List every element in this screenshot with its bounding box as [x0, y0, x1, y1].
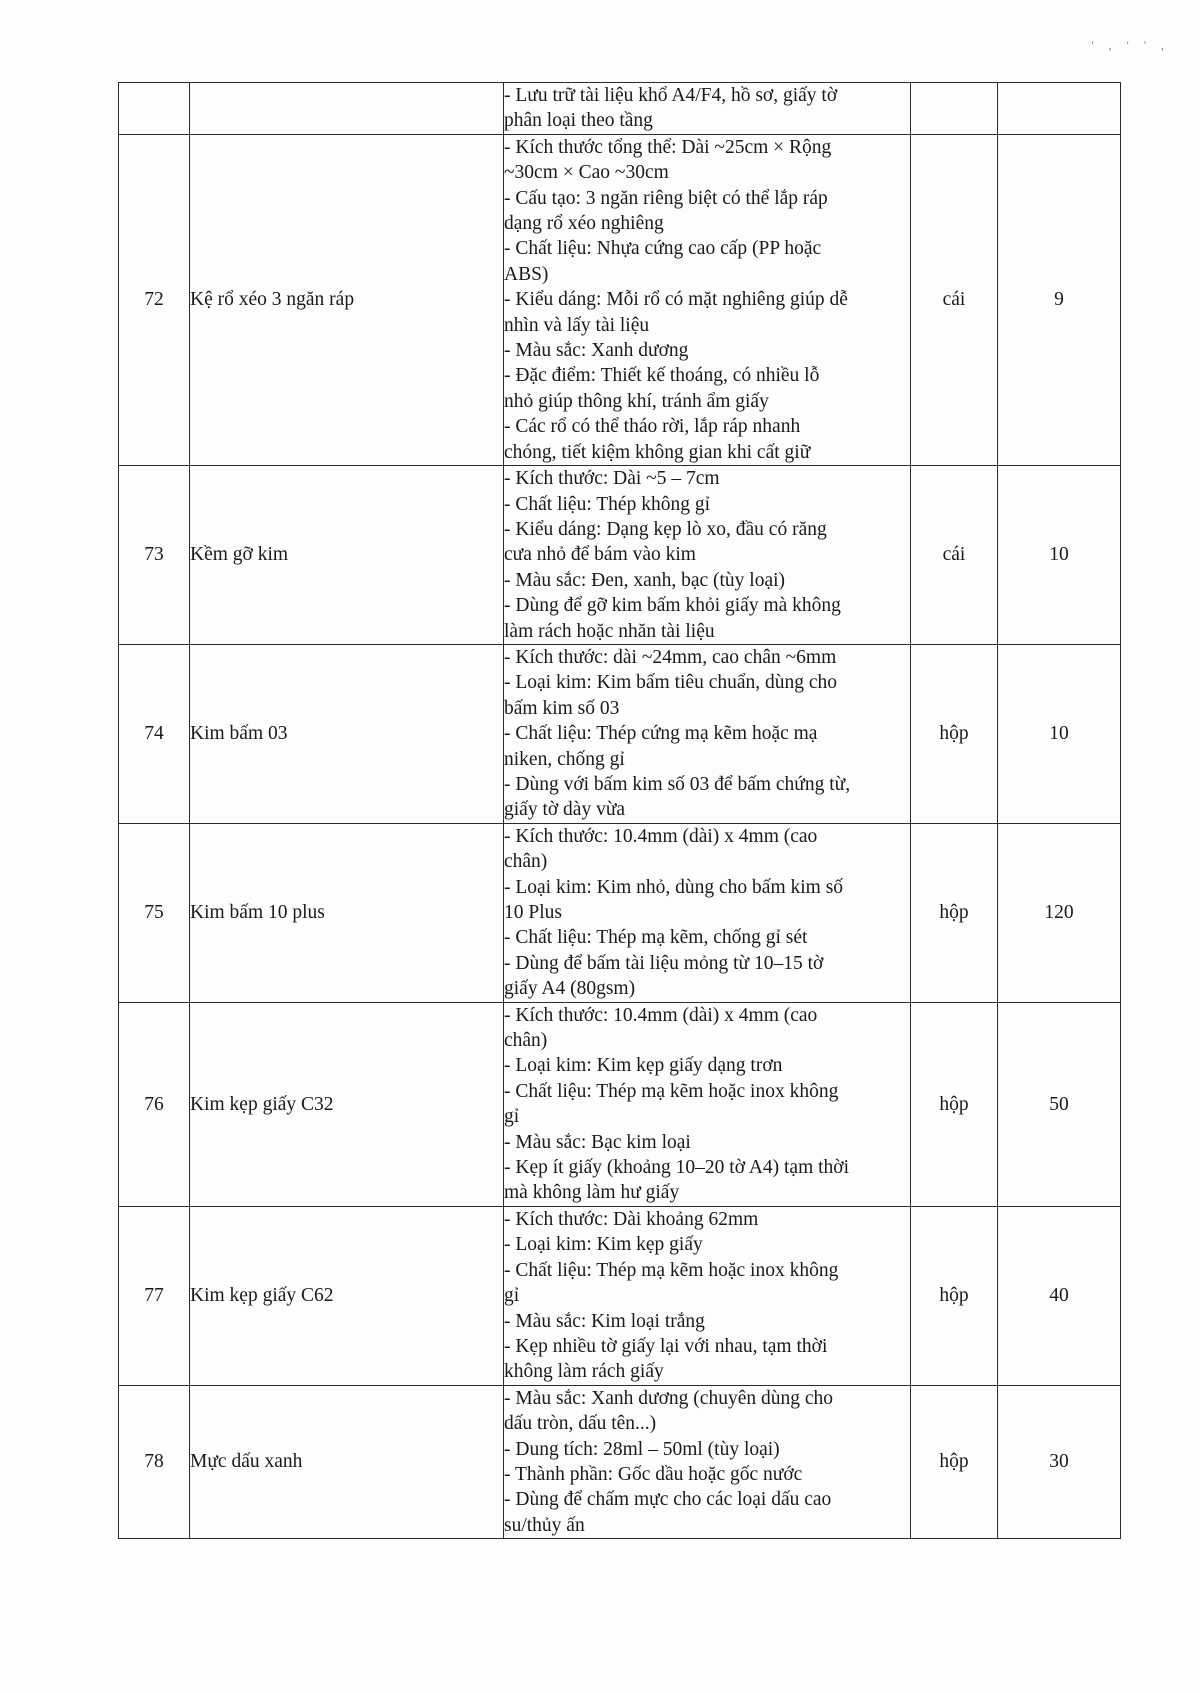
row-number: 78: [119, 1385, 190, 1538]
items-table-body: [119, 83, 1121, 1539]
item-name: Kệ rổ xéo 3 ngăn ráp: [190, 134, 504, 465]
item-quantity: 120: [998, 823, 1121, 1002]
row-number: 76: [119, 1002, 190, 1206]
description-line: không làm rách giấy: [504, 1361, 664, 1383]
item-name: Kim kẹp giấy C32: [190, 1002, 504, 1206]
description-line: - Kích thước: Dài khoảng 62mm: [504, 1208, 759, 1230]
table-row: [119, 1002, 1121, 1206]
description-line: niken, chống gỉ: [504, 748, 625, 770]
row-number: [119, 83, 190, 135]
item-quantity: 10: [998, 644, 1121, 823]
description-line: chân): [504, 851, 548, 873]
table-row: [119, 1385, 1121, 1538]
scan-marks: ' , ' ' ,: [1091, 38, 1170, 52]
item-description: [504, 134, 911, 465]
description-line: - Kích thước: Dài ~5 – 7cm: [504, 468, 720, 490]
item-unit: hộp: [911, 823, 998, 1002]
description-line: chân): [504, 1030, 548, 1052]
item-unit: [911, 83, 998, 135]
description-line: - Màu sắc: Đen, xanh, bạc (tùy loại): [504, 569, 786, 591]
description-line: - Loại kim: Kim nhỏ, dùng cho bấm kim số: [504, 876, 844, 898]
item-quantity: 9: [998, 134, 1121, 465]
description-line: - Dùng với bấm kim số 03 để bấm chứng từ,: [504, 773, 851, 795]
description-line: - Loại kim: Kim kẹp giấy dạng trơn: [504, 1055, 783, 1077]
description-line: làm rách hoặc nhăn tài liệu: [504, 620, 715, 642]
description-line: - Chất liệu: Thép mạ kẽm, chống gỉ sét: [504, 927, 808, 949]
description-line: dấu tròn, dấu tên...): [504, 1413, 657, 1435]
row-number: 72: [119, 134, 190, 465]
description-line: - Dung tích: 28ml – 50ml (tùy loại): [504, 1438, 780, 1460]
item-name: Kim kẹp giấy C62: [190, 1206, 504, 1385]
description-line: - Màu sắc: Bạc kim loại: [504, 1131, 691, 1153]
description-line: - Kích thước: 10.4mm (dài) x 4mm (cao: [504, 825, 818, 847]
item-name: Kim bấm 03: [190, 644, 504, 823]
table-row: [119, 644, 1121, 823]
description-line: - Kẹp ít giấy (khoảng 10–20 tờ A4) tạm thời: [504, 1157, 850, 1179]
item-quantity: 50: [998, 1002, 1121, 1206]
item-name: Mực dấu xanh: [190, 1385, 504, 1538]
description-line: - Các rổ có thể tháo rời, lắp ráp nhanh: [504, 416, 801, 438]
item-unit: hộp: [911, 644, 998, 823]
description-line: - Loại kim: Kim bấm tiêu chuẩn, dùng cho: [504, 672, 838, 694]
table-row: [119, 134, 1121, 465]
item-name: Kềm gỡ kim: [190, 466, 504, 645]
row-number: 73: [119, 466, 190, 645]
item-quantity: [998, 83, 1121, 135]
description-line: - Kiểu dáng: Mỗi rổ có mặt nghiêng giúp dễ: [504, 289, 848, 311]
description-line: dạng rổ xéo nghiêng: [504, 213, 664, 235]
description-line: 10 Plus: [504, 902, 562, 923]
description-line: - Chất liệu: Thép cứng mạ kẽm hoặc mạ: [504, 723, 818, 745]
description-line: - Màu sắc: Xanh dương (chuyên dùng cho: [504, 1387, 834, 1409]
item-unit: hộp: [911, 1206, 998, 1385]
table-row: [119, 1206, 1121, 1385]
description-line: - Chất liệu: Thép mạ kẽm hoặc inox không: [504, 1080, 839, 1102]
description-line: - Kiểu dáng: Dạng kẹp lò xo, đầu có răng: [504, 518, 827, 540]
items-table: [118, 82, 1121, 1539]
table-row: [119, 823, 1121, 1002]
item-quantity: 30: [998, 1385, 1121, 1538]
description-line: - Dùng để gỡ kim bấm khỏi giấy mà không: [504, 595, 841, 617]
description-line: - Lưu trữ tài liệu khổ A4/F4, hồ sơ, giấy tờ: [504, 85, 838, 106]
description-line: - Cấu tạo: 3 ngăn riêng biệt có thể lắp ráp: [504, 187, 828, 209]
description-line: - Chất liệu: Thép không gỉ: [504, 493, 710, 515]
description-line: ~30cm × Cao ~30cm: [504, 162, 669, 184]
description-line: - Dùng để bấm tài liệu mỏng từ 10–15 tờ: [504, 952, 824, 974]
description-line: phân loại theo tầng: [504, 110, 653, 132]
item-description: [504, 1206, 911, 1385]
description-line: - Chất liệu: Thép mạ kẽm hoặc inox không: [504, 1259, 839, 1281]
description-line: - Kích thước tổng thể: Dài ~25cm × Rộng: [504, 136, 832, 158]
row-number: 75: [119, 823, 190, 1002]
description-line: nhìn và lấy tài liệu: [504, 314, 650, 336]
description-line: - Loại kim: Kim kẹp giấy: [504, 1234, 703, 1256]
description-line: - Thành phần: Gốc dầu hoặc gốc nước: [504, 1463, 803, 1485]
description-line: gỉ: [504, 1106, 520, 1128]
table-row: [119, 83, 1121, 135]
item-description: [504, 1385, 911, 1538]
description-line: giấy tờ dày vừa: [504, 799, 626, 821]
item-unit: cái: [911, 466, 998, 645]
description-line: mà không làm hư giấy: [504, 1182, 680, 1204]
item-description: [504, 823, 911, 1002]
item-unit: hộp: [911, 1002, 998, 1206]
description-line: - Kẹp nhiều tờ giấy lại với nhau, tạm thời: [504, 1335, 828, 1357]
description-line: ABS): [504, 263, 549, 285]
item-name: Kim bấm 10 plus: [190, 823, 504, 1002]
description-line: - Đặc điểm: Thiết kế thoáng, có nhiều lỗ: [504, 365, 820, 387]
item-description: [504, 644, 911, 823]
item-description: [504, 1002, 911, 1206]
item-unit: cái: [911, 134, 998, 465]
description-line: su/thủy ấn: [504, 1514, 585, 1536]
description-line: - Màu sắc: Xanh dương: [504, 340, 689, 362]
row-number: 74: [119, 644, 190, 823]
description-line: - Kích thước: 10.4mm (dài) x 4mm (cao: [504, 1004, 818, 1026]
description-line: nhỏ giúp thông khí, tránh ẩm giấy: [504, 390, 769, 412]
item-unit: hộp: [911, 1385, 998, 1538]
description-line: - Chất liệu: Nhựa cứng cao cấp (PP hoặc: [504, 238, 822, 260]
item-name: [190, 83, 504, 135]
item-description: [504, 83, 911, 135]
description-line: bấm kim số 03: [504, 697, 620, 719]
row-number: 77: [119, 1206, 190, 1385]
description-line: giấy A4 (80gsm): [504, 978, 636, 1000]
description-line: gỉ: [504, 1285, 520, 1307]
table-row: [119, 466, 1121, 645]
description-line: - Màu sắc: Kim loại trắng: [504, 1310, 705, 1332]
item-quantity: 10: [998, 466, 1121, 645]
description-line: - Dùng để chấm mực cho các loại dấu cao: [504, 1489, 832, 1511]
description-line: chóng, tiết kiệm không gian khi cất giữ: [504, 441, 811, 463]
description-line: - Kích thước: dài ~24mm, cao chân ~6mm: [504, 646, 837, 668]
item-quantity: 40: [998, 1206, 1121, 1385]
item-description: [504, 466, 911, 645]
description-line: cưa nhỏ để bám vào kim: [504, 544, 696, 566]
